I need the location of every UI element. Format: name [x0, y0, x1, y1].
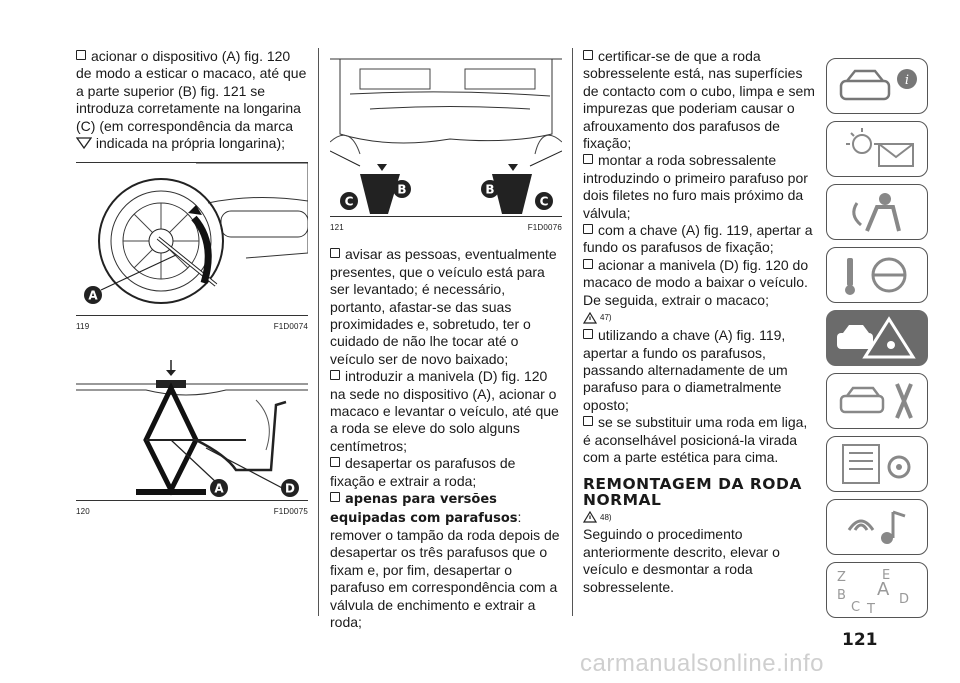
safety-airbag-icon	[827, 185, 927, 239]
index-letter: B	[837, 588, 846, 603]
index-letter: D	[899, 592, 910, 607]
tab-index[interactable]	[826, 562, 928, 618]
column-1	[76, 48, 308, 520]
bullet-icon	[330, 457, 340, 467]
technical-data-icon	[827, 437, 927, 491]
tab-maintenance[interactable]	[826, 373, 928, 429]
list-item: avisar as pessoas, eventualmente presentes, que o veículo está para ser levantado; é necessário, portanto, afastar-se das suas proximidades e, sobretudo, ter o cuidado de não lhe tocar até o veículo ser de novo baixado;	[330, 246, 557, 367]
index-letter: E	[882, 568, 891, 583]
wheel-wrench-illustration	[76, 163, 308, 315]
section-heading: REMONTAGEM DA RODA NORMAL	[583, 475, 802, 510]
list-item: se se substituir uma roda em liga, é aconselhável posicioná-la virada com a parte estética para cima.	[583, 414, 808, 465]
figure-number: 120	[76, 506, 90, 516]
tab-emergency[interactable]	[826, 310, 928, 366]
bullet-icon	[583, 416, 593, 426]
bullet-icon	[330, 370, 340, 380]
tab-safety[interactable]	[826, 184, 928, 240]
warning-reference: 47)	[583, 311, 815, 325]
index-letter: T	[867, 602, 875, 617]
bullet-icon	[583, 154, 593, 164]
figure-code: F1D0075	[273, 506, 308, 516]
figure-number: 121	[330, 223, 344, 232]
bullet-icon	[330, 248, 340, 258]
triangle-mark-icon	[76, 137, 92, 149]
page-number: 121	[842, 630, 878, 650]
figure-number: 119	[76, 322, 90, 332]
bullet-icon	[583, 329, 593, 339]
jack-crank-illustration	[76, 360, 308, 500]
label-c: C	[539, 194, 549, 209]
figure-121	[330, 54, 562, 217]
figure-caption	[330, 219, 562, 236]
list-item: apenas para versões equipadas com parafusos: remover o tampão da roda depois de desapertar os três parafusos que o fixam e, por fim, desapertar o parafuso em correspondência com a válvula de enchimento e extrair a roda;	[330, 492, 560, 630]
label-b: B	[397, 182, 407, 197]
list-item: certificar-se de que a roda sobresselente está, nas superfícies de contacto com o cubo, limpa e sem impurezas que poderiam causar o afrouxamento dos parafusos de fixação;	[583, 48, 815, 152]
bullet-icon	[583, 224, 593, 234]
emergency-icon	[827, 311, 927, 365]
figure-code: F1D0076	[527, 223, 562, 232]
maintenance-icon	[827, 374, 927, 428]
label-c: C	[344, 194, 354, 209]
tab-starting-driving[interactable]	[826, 247, 928, 303]
warning-triangle-icon	[583, 511, 597, 523]
label-a: A	[88, 288, 98, 303]
bullet-icon	[76, 50, 86, 60]
tab-multimedia[interactable]	[826, 499, 928, 555]
label-d: D	[285, 481, 295, 496]
list-item: utilizando a chave (A) fig. 119, apertar a fundo os parafusos, passando alternadamente de um parafuso para o diametralmente oposto;	[583, 327, 788, 413]
list-item: montar a roda sobressalente introduzindo o primeiro parafuso por dois filetes no furo mais próximo da válvula;	[583, 152, 808, 221]
list-item: com a chave (A) fig. 119, apertar a fundo os parafusos de fixação;	[583, 222, 813, 256]
warning-lights-icon	[827, 122, 927, 176]
label-b: B	[485, 182, 495, 197]
figure-caption	[76, 318, 308, 335]
index-letter: C	[851, 600, 861, 615]
index-letter: A	[877, 579, 890, 600]
figure-code: F1D0074	[273, 322, 308, 332]
paragraph: Seguindo o procedimento anteriormente descrito, elevar o veículo e desmontar a roda sobresselente.	[583, 526, 780, 595]
tab-technical-data[interactable]	[826, 436, 928, 492]
figure-caption	[76, 503, 308, 520]
text: acionar o dispositivo (A) fig. 120 de modo a esticar o macaco, até que a parte superior (B) fig. 121 se introduza corretamente na longarina (C) (em correspondência da marca	[76, 48, 307, 134]
warning-reference: 48)	[583, 510, 815, 524]
index-letter: Z	[837, 570, 846, 585]
multimedia-icon	[827, 500, 927, 554]
key-steering-icon	[827, 248, 927, 302]
column-2	[330, 48, 562, 631]
bullet-icon	[583, 259, 593, 269]
label-a: A	[214, 481, 224, 496]
car-info-icon	[827, 59, 927, 113]
jack-position-illustration	[330, 54, 562, 216]
column-divider	[572, 48, 573, 616]
list-item: introduzir a manivela (D) fig. 120 na sede no dispositivo (A), acionar o macaco e levantar o veículo, até que a roda se eleve do solo alguns centímetros;	[330, 368, 559, 454]
figure-119	[76, 162, 308, 316]
bold-text: apenas para versões equipadas com parafusos	[330, 492, 518, 526]
paragraph	[76, 48, 308, 152]
column-3	[583, 48, 815, 596]
chapter-tabs	[826, 58, 930, 625]
list-item: acionar a manivela (D) fig. 120 do macaco de modo a baixar o veículo. De seguida, extrair o macaco;	[583, 256, 809, 308]
list	[330, 246, 562, 631]
column-divider	[318, 48, 319, 616]
tab-car-info[interactable]	[826, 58, 928, 114]
svg-text:i: i	[904, 73, 910, 88]
watermark: carmanualsonline.info	[580, 650, 824, 677]
text: indicada na própria longarina);	[95, 135, 286, 152]
bullet-icon	[330, 492, 340, 502]
warning-triangle-icon	[583, 312, 597, 324]
bullet-icon	[583, 50, 593, 60]
index-icon	[827, 563, 927, 617]
tab-warning-lights[interactable]	[826, 121, 928, 177]
figure-120	[76, 360, 308, 501]
list-item: desapertar os parafusos de fixação e extrair a roda;	[330, 455, 516, 489]
